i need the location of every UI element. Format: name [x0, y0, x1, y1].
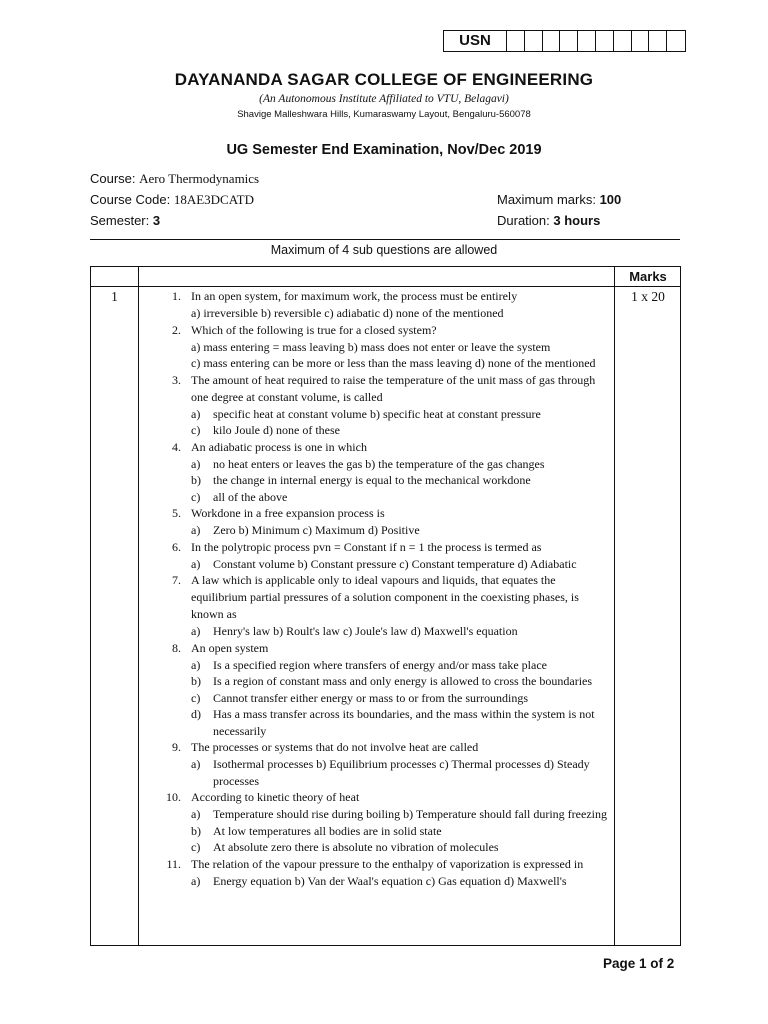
option-letter: a) [191, 456, 201, 471]
question-item [139, 739, 613, 756]
answer-option [139, 472, 613, 489]
answer-option [139, 823, 613, 840]
option-text: the change in internal energy is equal to the mechanical workdone [213, 473, 531, 487]
question-item [139, 640, 613, 657]
option-text: Energy equation b) Van der Waal's equation c) Gas equation d) Maxwell's [213, 873, 567, 888]
question-number-label: 6. [172, 539, 181, 554]
option-letter: c) [191, 423, 201, 437]
affiliation: (An Autonomous Institute Affiliated to VTU, Belagavi) [259, 93, 509, 105]
option-letter: b) [191, 674, 201, 688]
course-value: Aero Thermodynamics [139, 171, 260, 186]
question-item [139, 288, 613, 322]
answer-option [139, 690, 613, 707]
option-text: Isothermal processes b) Equilibrium processes c) Thermal processes d) Steady processes [213, 757, 590, 788]
option-text: all of the above [213, 489, 288, 504]
option-letter: c) [191, 840, 201, 854]
question-number-label: 5. [172, 506, 181, 520]
header-row-divider [91, 286, 680, 287]
option-letter: a) [191, 807, 201, 821]
option-letter: a) [191, 624, 201, 638]
option-text: Temperature should rise during boiling b) Temperature should fall during freezing [213, 807, 607, 821]
course-line [90, 171, 259, 187]
usn-digit-box[interactable] [614, 31, 632, 51]
max-marks-value: 100 [599, 192, 622, 207]
question-text: The amount of heat required to raise the temperature of the unit mass of gas through one degree at constant volume, is called [191, 372, 596, 404]
question-number-label: 9. [172, 740, 181, 754]
usn-cells [507, 31, 685, 51]
course-code-label: Course Code: [90, 192, 174, 207]
course-label: Course: [90, 171, 140, 186]
option-letter: a) [191, 657, 201, 672]
option-letter: b) [191, 473, 201, 487]
option-text: no heat enters or leaves the gas b) the temperature of the gas changes [213, 456, 545, 471]
usn-digit-box[interactable] [596, 31, 614, 51]
question-text: The processes or systems that do not involve heat are called [191, 740, 479, 754]
question-number-label: 7. [172, 573, 181, 587]
answer-option [139, 406, 613, 423]
option-letter: c) [191, 489, 201, 504]
usn-digit-box[interactable] [578, 31, 596, 51]
question-text: Which of the following is true for a closed system? [191, 322, 437, 337]
question-item [139, 505, 613, 522]
question-number-label: 1. [172, 289, 181, 303]
usn-digit-box[interactable] [525, 31, 543, 51]
usn-label: USN [444, 31, 507, 51]
answer-options: a) irreversible b) reversible c) adiabatic d) none of the mentioned [191, 306, 504, 320]
question-item [139, 372, 613, 406]
usn-box [443, 30, 686, 52]
option-text: Has a mass transfer across its boundaries, and the mass within the system is not necessarily [213, 707, 595, 738]
question-table [90, 266, 681, 946]
usn-digit-box[interactable] [543, 31, 561, 51]
option-text: Constant volume b) Constant pressure c) Constant temperature d) Adiabatic [213, 556, 577, 571]
answer-options: c) mass entering can be more or less than the mass leaving d) none of the mentioned [191, 356, 596, 370]
max-marks-line [497, 192, 621, 207]
question-number-label: 10. [166, 790, 181, 804]
question-number-label: 4. [172, 439, 181, 454]
option-letter: d) [191, 707, 201, 721]
marks-value: 1 x 20 [631, 289, 665, 304]
answer-option [139, 556, 613, 573]
answer-option [139, 756, 613, 789]
semester-label: Semester: [90, 213, 153, 228]
answer-option [139, 489, 613, 506]
answer-option [139, 522, 613, 539]
answer-option [139, 706, 613, 739]
column-divider [614, 267, 615, 945]
exam-title: UG Semester End Examination, Nov/Dec 2019 [226, 142, 542, 158]
duration-label: Duration: [497, 213, 554, 228]
question-text: In an open system, for maximum work, the process must be entirely [191, 289, 518, 303]
max-marks-label: Maximum marks: [497, 192, 600, 207]
option-text: kilo Joule d) none of these [213, 423, 340, 437]
question-text: Workdone in a free expansion process is [191, 506, 385, 520]
question-number-label: 3. [172, 372, 181, 387]
question-text: The relation of the vapour pressure to the enthalpy of vaporization is expressed in [191, 856, 584, 871]
option-text: Cannot transfer either energy or mass to or from the surroundings [213, 690, 529, 705]
option-letter: b) [191, 823, 201, 838]
question-item [139, 789, 613, 806]
option-letter: a) [191, 406, 201, 421]
page-number: Page 1 of 2 [603, 956, 675, 971]
max-subquestions-note: Maximum of 4 sub questions are allowed [270, 243, 498, 257]
option-text: Henry's law b) Roult's law c) Joule's law d) Maxwell's equation [213, 624, 518, 638]
usn-digit-box[interactable] [560, 31, 578, 51]
question-item [139, 539, 613, 556]
answer-option [139, 673, 613, 690]
question-text: In the polytropic process pvn = Constant if n = 1 the process is termed as [191, 539, 542, 554]
usn-digit-box[interactable] [507, 31, 525, 51]
question-item [139, 856, 613, 873]
option-text: Is a region of constant mass and only energy is allowed to cross the boundaries [213, 674, 593, 688]
answer-option [139, 657, 613, 674]
option-text: Is a specified region where transfers of energy and/or mass take place [213, 657, 547, 672]
answer-option [139, 839, 613, 856]
option-letter: a) [191, 873, 201, 888]
answer-option [139, 806, 613, 823]
answer-option [139, 623, 613, 640]
option-text: Zero b) Minimum c) Maximum d) Positive [213, 523, 420, 537]
option-letter: a) [191, 523, 201, 537]
course-code-line [90, 192, 254, 208]
answer-option [139, 456, 613, 473]
option-text: specific heat at constant volume b) specific heat at constant pressure [213, 406, 541, 421]
semester-value: 3 [152, 213, 161, 228]
usn-digit-box[interactable] [649, 31, 667, 51]
question-item [139, 439, 613, 456]
header-divider [90, 239, 680, 240]
question-number: 1 [111, 289, 118, 304]
question-text: An open system [191, 640, 269, 655]
answer-option [139, 422, 613, 439]
marks-header: Marks [629, 269, 667, 284]
question-text: A law which is applicable only to ideal vapours and liquids, that equates the equilibrium partial pressures of a solution component in the coexisting phases, is known as [191, 573, 579, 621]
option-letter: a) [191, 757, 201, 771]
question-item [139, 572, 613, 623]
option-text: At low temperatures all bodies are in solid state [213, 823, 442, 838]
question-item [139, 322, 613, 372]
question-text: According to kinetic theory of heat [191, 790, 360, 804]
college-name: DAYANANDA SAGAR COLLEGE OF ENGINEERING [174, 70, 594, 89]
option-text: At absolute zero there is absolute no vibration of molecules [213, 840, 499, 854]
answer-option [139, 873, 613, 890]
address: Shavige Malleshwara Hills, Kumaraswamy Layout, Bengaluru-560078 [237, 109, 531, 120]
question-number-label: 8. [172, 640, 181, 655]
question-list [139, 288, 613, 944]
duration-line [497, 213, 600, 228]
usn-digit-box[interactable] [632, 31, 650, 51]
question-number-label: 2. [172, 322, 181, 337]
usn-digit-box[interactable] [667, 31, 685, 51]
option-letter: a) [191, 556, 201, 571]
semester-line [90, 213, 160, 229]
duration-value: 3 hours [553, 213, 601, 228]
option-letter: c) [191, 690, 201, 705]
question-number-label: 11. [166, 856, 181, 871]
answer-options: a) mass entering = mass leaving b) mass does not enter or leave the system [191, 339, 551, 354]
course-code-value: 18AE3DCATD [173, 192, 254, 207]
question-text: An adiabatic process is one in which [191, 439, 367, 454]
